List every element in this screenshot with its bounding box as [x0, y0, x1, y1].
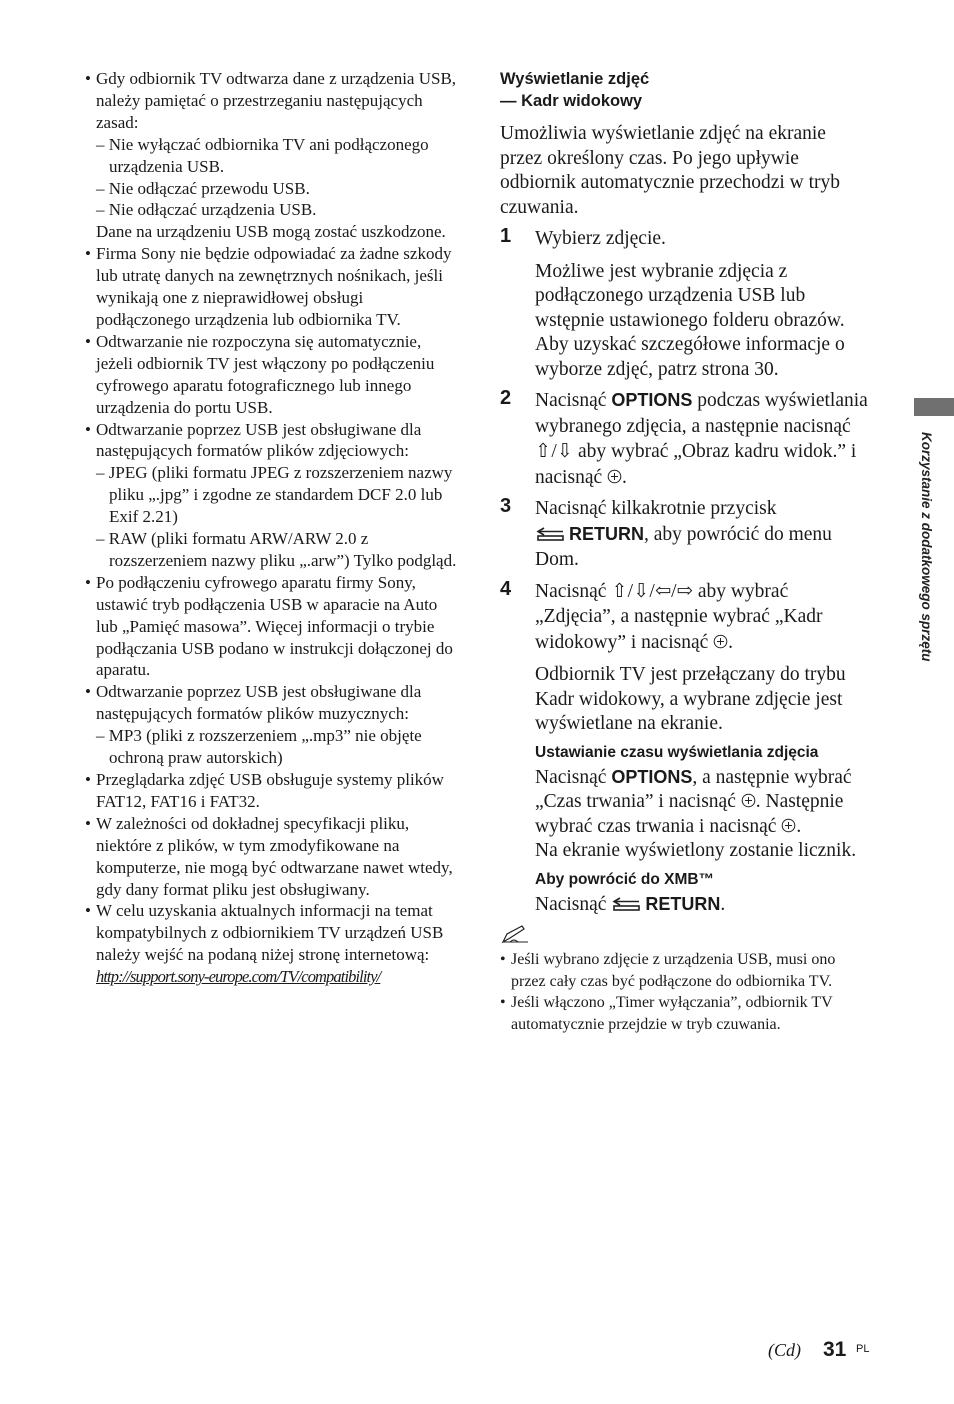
- section-heading: [500, 68, 870, 112]
- continued-label: (Cd): [768, 1340, 801, 1360]
- step-number: 1: [500, 225, 512, 247]
- intro-paragraph: Umożliwia wyświetlanie zdjęć na ekranie przez określony czas. Po jego upływie odbiornik automatycznie przechodzi w tryb czuwania.: [500, 123, 841, 218]
- sub-list-item: – MP3 (pliki z rozszerzeniem „.mp3” nie objęte ochroną praw autorskich): [96, 726, 422, 768]
- return-keyword: RETURN: [645, 893, 721, 914]
- list-item: • W zależności od dokładnej specyfikacji pliku, niektóre z plików, w tym zmodyfikowane na komputerze, nie mogą być odtwarzane nawet wtedy, gdy dany format pliku jest obsługiwany.: [85, 813, 460, 901]
- side-tab-marker: [914, 398, 954, 416]
- step-number: 2: [500, 387, 512, 409]
- para-text: Na ekranie wyświetlony zostanie licznik.: [535, 840, 857, 861]
- para-text: , a następnie wybrać „Czas trwania” i nacisnąć: [535, 766, 852, 812]
- section-heading-line2: — Kadr widokowy: [500, 92, 643, 110]
- para-text: Nacisnąć: [535, 766, 612, 788]
- sub-list-item: – RAW (pliki formatu ARW/ARW 2.0 z rozszerzeniem nazwy pliku „.arw”) Tylko podgląd.: [96, 529, 457, 570]
- sub-list-item: – Nie odłączać urządzenia USB.: [96, 200, 317, 220]
- enter-circle-icon: [781, 818, 796, 833]
- sub-list-item: – Nie odłączać przewodu USB.: [96, 178, 310, 198]
- note-item: • Jeśli włączono „Timer wyłączania”, odbiornik TV automatycznie przejdzie w tryb czuwania.: [500, 992, 870, 1035]
- step-text: Nacisnąć ⇧/⇩/⇦/⇨ aby wybrać „Zdjęcia”, a następnie wybrać „Kadr widokowy” i nacisnąć: [535, 580, 823, 653]
- step-number: 4: [500, 577, 512, 600]
- section-heading-line1: Wyświetlanie zdjęć: [500, 70, 650, 88]
- step-1: [500, 226, 870, 252]
- enter-circle-icon: [741, 793, 756, 808]
- step-text: .: [622, 466, 627, 488]
- options-keyword: OPTIONS: [611, 766, 693, 787]
- options-keyword: OPTIONS: [611, 390, 693, 410]
- compatibility-link[interactable]: http://support.sony-europe.com/TV/compatibility/: [96, 967, 381, 987]
- list-item: • Po podłączeniu cyfrowego aparatu firmy Sony, ustawić tryb podłączenia USB w aparacie na Auto lub „Pamięć masowa”. Więcej informacji o trybie podłączania USB podano w instrukcji dołączonej do aparatu.: [85, 572, 460, 682]
- note-pencil-icon: [500, 923, 870, 949]
- step-1-detail: Możliwe jest wybranie zdjęcia z podłączonego urządzenia USB lub wstępnie ustawionego folderu obrazów. Aby uzyskać szczegółowe informacje o wyborze zdjęć, patrz strona 30.: [535, 260, 845, 380]
- return-icon: [611, 896, 641, 912]
- step-text: Wybierz zdjęcie.: [535, 228, 666, 249]
- list-item: • Odtwarzanie nie rozpoczyna się automatycznie, jeżeli odbiornik TV jest włączony po podłączeniu cyfrowego aparatu fotograficznego lub innego urządzenia do portu USB.: [85, 331, 460, 419]
- step-4-detail: Odbiornik TV jest przełączany do trybu Kadr widokowy, a wybrane zdjęcie jest wyświetlane na ekranie.: [535, 664, 846, 734]
- para-text: . Następnie wybrać czas trwania i nacisnąć: [535, 791, 844, 837]
- step-4: [500, 579, 870, 656]
- list-item-tail: Dane na urządzeniu USB mogą zostać uszkodzone.: [96, 222, 446, 242]
- left-column: [85, 68, 460, 988]
- return-icon: [535, 526, 565, 542]
- notes-list: [500, 949, 870, 1035]
- step-2: [500, 388, 870, 490]
- page-footer: [760, 1338, 880, 1368]
- step-text: .: [728, 631, 734, 653]
- list-item: • Przeglądarka zdjęć USB obsługuje systemy plików FAT12, FAT16 i FAT32.: [85, 769, 460, 813]
- step-3: [500, 496, 870, 573]
- list-item: • Odtwarzanie poprzez USB jest obsługiwane dla następujących formatów plików muzycznych:: [85, 681, 460, 725]
- return-keyword: RETURN: [569, 523, 644, 544]
- step-text: Nacisnąć kilkakrotnie przycisk: [535, 498, 777, 519]
- sub-heading-duration: Ustawianie czasu wyświetlania zdjęcia: [535, 743, 819, 761]
- sub-list-item: – JPEG (pliki formatu JPEG z rozszerzeniem nazwy pliku „.jpg” i zgodne ze standardem DCF 2.0 lub Exif 2.21): [96, 463, 453, 527]
- list-item: • W celu uzyskania aktualnych informacji na temat kompatybilnych z odbiornikiem TV urządzeń USB należy wejść na podaną niżej stronę internetową:: [85, 900, 460, 966]
- side-tab-text: Korzystanie z dodatkowego sprzętu: [919, 432, 934, 662]
- duration-instructions: [500, 765, 870, 864]
- step-text: , aby powrócić do menu Dom.: [535, 523, 832, 570]
- right-column: [500, 68, 870, 1035]
- step-text: Nacisnąć: [535, 390, 612, 411]
- page-number: 31: [823, 1338, 847, 1361]
- enter-circle-icon: [607, 469, 622, 484]
- note-item: • Jeśli wybrano zdjęcie z urządzenia USB, musi ono przez cały czas być podłączone do odbiornika TV.: [500, 949, 870, 992]
- para-text: .: [720, 893, 726, 915]
- list-item: • Gdy odbiornik TV odtwarza dane z urządzenia USB, należy pamiętać o przestrzeganiu następujących zasad:: [85, 68, 460, 134]
- step-text: podczas wyświetlania wybranego zdjęcia, a następnie nacisnąć ⇧/⇩ aby wybrać „Obraz kadru widok.” i nacisnąć: [535, 390, 868, 488]
- return-instructions: [500, 892, 870, 918]
- side-tab-label: [910, 432, 942, 742]
- enter-circle-icon: [713, 634, 728, 649]
- language-code: PL: [856, 1343, 870, 1355]
- sub-list-item: – Nie wyłączać odbiornika TV ani podłączonego urządzenia USB.: [96, 134, 429, 176]
- list-item: • Odtwarzanie poprzez USB jest obsługiwane dla następujących formatów plików zdjęciowych:: [85, 419, 460, 463]
- list-item: • Firma Sony nie będzie odpowiadać za żadne szkody lub utratę danych na zewnętrznych nośnikach, jeśli wynikają one z nieprawidłowej obsługi podłączonego urządzenia lub odbiornika TV.: [85, 243, 460, 331]
- step-number: 3: [500, 495, 512, 517]
- sub-heading-return-xmb: Aby powrócić do XMB™: [535, 870, 715, 888]
- para-text: .: [796, 815, 802, 837]
- para-text: Nacisnąć: [535, 893, 612, 915]
